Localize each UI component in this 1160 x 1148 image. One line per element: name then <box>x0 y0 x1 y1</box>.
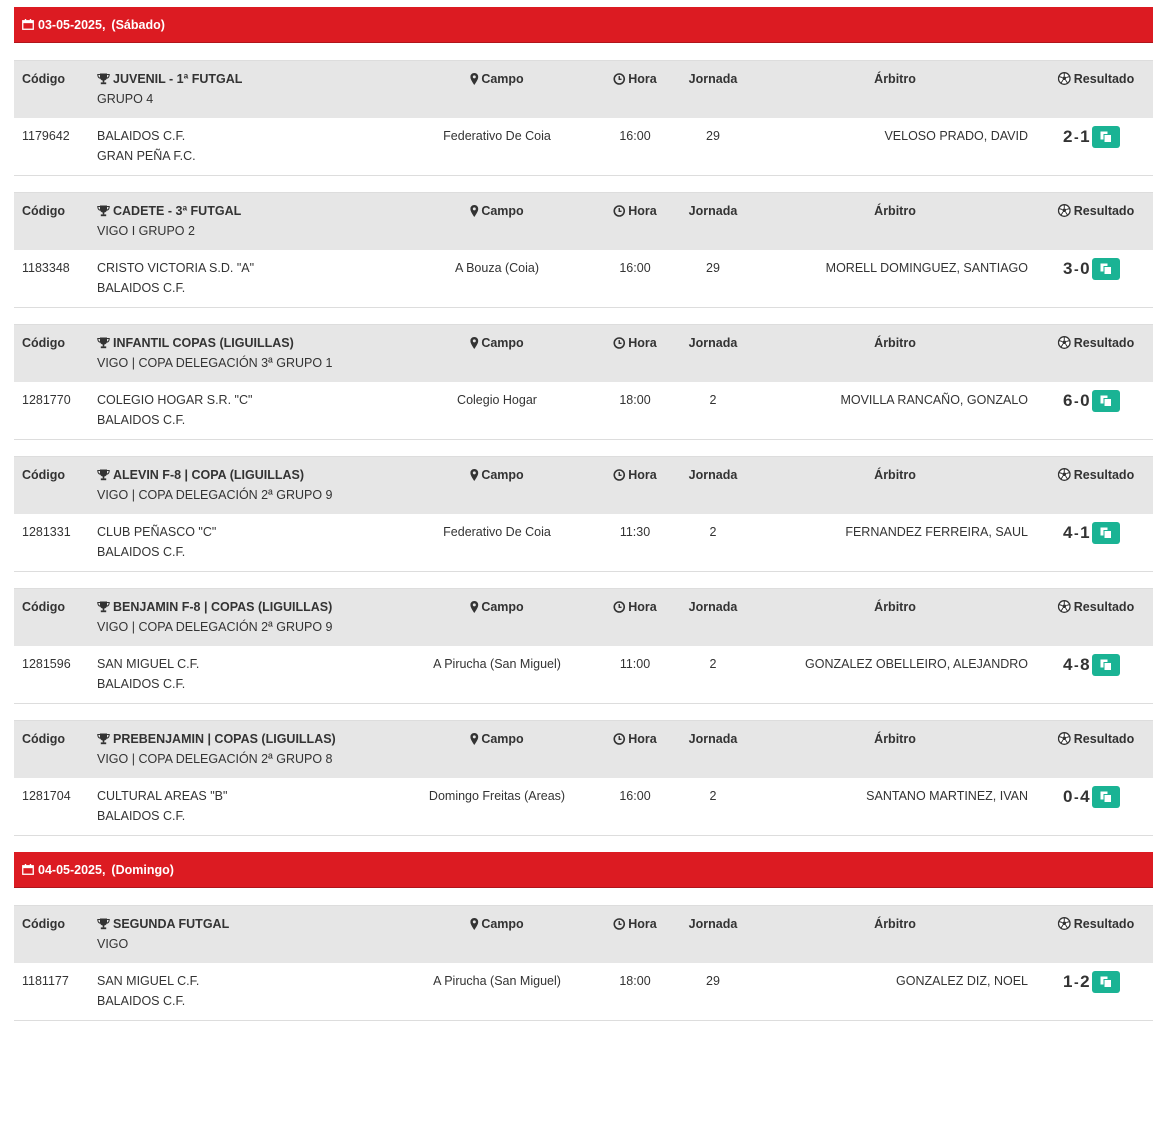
match-report-button[interactable] <box>1092 971 1120 993</box>
match-score: 4-8 <box>1063 655 1091 674</box>
match-referee: FERNANDEZ FERREIRA, SAUL <box>845 525 1028 539</box>
calendar-icon <box>22 19 34 30</box>
header-hora: Hora <box>613 336 656 350</box>
header-arbitro: Árbitro <box>874 468 916 482</box>
competition-group: VIGO | COPA DELEGACIÓN 2ª GRUPO 8 <box>97 752 333 766</box>
match-code: 1181177 <box>22 974 69 988</box>
competition-name: JUVENIL - 1ª FUTGAL <box>97 72 242 86</box>
match-field: Federativo De Coia <box>443 525 551 539</box>
header-arbitro: Árbitro <box>874 204 916 218</box>
header-codigo: Código <box>22 600 66 614</box>
match-row <box>14 118 1153 176</box>
clock-icon <box>613 918 625 930</box>
match-header-row <box>14 905 1153 963</box>
away-team: BALAIDOS C.F. <box>97 994 186 1008</box>
map-marker-icon <box>470 469 478 481</box>
match-result <box>1063 654 1120 676</box>
trophy-icon <box>97 469 110 481</box>
home-team: CULTURAL AREAS "B" <box>97 789 228 803</box>
home-team: CRISTO VICTORIA S.D. "A" <box>97 261 255 275</box>
match-time: 11:00 <box>619 657 651 671</box>
header-hora: Hora <box>613 917 656 931</box>
match-round: 2 <box>709 525 717 539</box>
match-time: 11:30 <box>619 525 651 539</box>
match-round: 29 <box>706 129 720 143</box>
map-marker-icon <box>470 205 478 217</box>
match-referee: GONZALEZ OBELLEIRO, ALEJANDRO <box>805 657 1028 671</box>
match-result <box>1063 971 1120 993</box>
match-time: 16:00 <box>619 789 651 803</box>
match-block <box>14 720 1153 836</box>
competition-group: VIGO | COPA DELEGACIÓN 2ª GRUPO 9 <box>97 488 333 502</box>
match-row <box>14 963 1153 1021</box>
soccer-ball-icon <box>1058 72 1071 85</box>
trophy-icon <box>97 205 110 217</box>
clock-icon <box>613 73 625 85</box>
header-campo: Campo <box>470 336 523 350</box>
match-referee: SANTANO MARTINEZ, IVAN <box>866 789 1028 803</box>
match-result <box>1063 522 1120 544</box>
soccer-ball-icon <box>1058 336 1071 349</box>
day-section <box>14 852 1153 1037</box>
map-marker-icon <box>470 73 478 85</box>
competition-group: VIGO <box>97 937 129 951</box>
header-resultado: Resultado <box>1058 732 1134 746</box>
header-jornada: Jornada <box>688 72 738 86</box>
header-resultado: Resultado <box>1058 468 1134 482</box>
match-field: Domingo Freitas (Areas) <box>428 789 566 803</box>
header-jornada: Jornada <box>688 204 738 218</box>
header-codigo: Código <box>22 72 66 86</box>
match-code: 1179642 <box>22 129 70 143</box>
away-team: BALAIDOS C.F. <box>97 413 186 427</box>
match-field: A Bouza (Coia) <box>454 261 540 275</box>
day-date: 03-05-2025, <box>38 17 106 32</box>
match-block <box>14 905 1153 1021</box>
away-team: BALAIDOS C.F. <box>97 281 186 295</box>
match-report-button[interactable] <box>1092 654 1120 676</box>
map-marker-icon <box>470 337 478 349</box>
clock-icon <box>613 601 625 613</box>
soccer-ball-icon <box>1058 600 1071 613</box>
match-header-row <box>14 192 1153 250</box>
trophy-icon <box>97 73 110 85</box>
match-round: 2 <box>709 393 717 407</box>
copy-icon <box>1100 395 1112 407</box>
clock-icon <box>613 733 625 745</box>
header-hora: Hora <box>613 600 656 614</box>
match-row <box>14 514 1153 572</box>
match-row <box>14 646 1153 704</box>
match-result <box>1063 390 1120 412</box>
match-result <box>1063 786 1120 808</box>
header-codigo: Código <box>22 336 66 350</box>
day-header <box>14 7 1153 43</box>
match-row <box>14 250 1153 308</box>
away-team: GRAN PEÑA F.C. <box>97 149 196 163</box>
match-score: 3-0 <box>1063 259 1091 278</box>
away-team: BALAIDOS C.F. <box>97 677 186 691</box>
match-row <box>14 778 1153 836</box>
match-code: 1183348 <box>22 261 70 275</box>
competition-name: BENJAMIN F-8 | COPAS (LIGUILLAS) <box>97 600 332 614</box>
competition-group: GRUPO 4 <box>97 92 154 106</box>
match-header-row <box>14 456 1153 514</box>
match-field: Colegio Hogar <box>457 393 537 407</box>
match-code: 1281770 <box>22 393 71 407</box>
match-report-button[interactable] <box>1092 390 1120 412</box>
home-team: BALAIDOS C.F. <box>97 129 186 143</box>
match-round: 29 <box>706 261 720 275</box>
match-result <box>1063 126 1120 148</box>
header-codigo: Código <box>22 732 66 746</box>
away-team: BALAIDOS C.F. <box>97 545 186 559</box>
match-time: 18:00 <box>619 393 651 407</box>
competition-group: VIGO | COPA DELEGACIÓN 2ª GRUPO 9 <box>97 620 333 634</box>
competition-name: ALEVIN F-8 | COPA (LIGUILLAS) <box>97 468 304 482</box>
home-team: COLEGIO HOGAR S.R. "C" <box>97 393 253 407</box>
match-report-button[interactable] <box>1092 522 1120 544</box>
header-arbitro: Árbitro <box>874 72 916 86</box>
match-block <box>14 324 1153 440</box>
match-score: 2-1 <box>1063 127 1091 146</box>
match-referee: MORELL DOMINGUEZ, SANTIAGO <box>825 261 1028 275</box>
match-block <box>14 60 1153 176</box>
match-row <box>14 382 1153 440</box>
home-team: SAN MIGUEL C.F. <box>97 974 200 988</box>
day-date: 04-05-2025, <box>38 862 106 877</box>
match-block <box>14 456 1153 572</box>
header-jornada: Jornada <box>688 600 738 614</box>
match-report-button[interactable] <box>1092 126 1120 148</box>
header-hora: Hora <box>613 204 656 218</box>
competition-name: PREBENJAMIN | COPAS (LIGUILLAS) <box>97 732 336 746</box>
copy-icon <box>1100 659 1112 671</box>
match-score: 0-4 <box>1063 787 1091 806</box>
header-campo: Campo <box>470 732 523 746</box>
match-referee: GONZALEZ DIZ, NOEL <box>896 974 1028 988</box>
match-round: 29 <box>706 974 720 988</box>
match-header-row <box>14 720 1153 778</box>
away-team: BALAIDOS C.F. <box>97 809 186 823</box>
match-time: 16:00 <box>619 261 651 275</box>
match-round: 2 <box>709 789 717 803</box>
match-score: 4-1 <box>1063 523 1091 542</box>
match-header-row <box>14 60 1153 118</box>
header-jornada: Jornada <box>688 732 738 746</box>
match-field: Federativo De Coia <box>443 129 551 143</box>
match-time: 16:00 <box>619 129 651 143</box>
trophy-icon <box>97 601 110 613</box>
header-campo: Campo <box>470 600 523 614</box>
match-block <box>14 588 1153 704</box>
calendar-icon <box>22 864 34 875</box>
header-campo: Campo <box>470 204 523 218</box>
competition-name: INFANTIL COPAS (LIGUILLAS) <box>97 336 294 350</box>
map-marker-icon <box>470 733 478 745</box>
day-header <box>14 852 1153 888</box>
match-code: 1281596 <box>22 657 71 671</box>
header-codigo: Código <box>22 204 66 218</box>
header-hora: Hora <box>613 72 656 86</box>
day-weekday: (Domingo) <box>111 862 174 877</box>
match-header-row <box>14 324 1153 382</box>
header-hora: Hora <box>613 468 656 482</box>
match-score: 1-2 <box>1063 972 1091 991</box>
clock-icon <box>613 469 625 481</box>
header-jornada: Jornada <box>688 917 738 931</box>
trophy-icon <box>97 733 110 745</box>
match-code: 1281331 <box>22 525 71 539</box>
header-campo: Campo <box>470 72 523 86</box>
header-campo: Campo <box>470 917 523 931</box>
day-section <box>14 7 1153 852</box>
trophy-icon <box>97 337 110 349</box>
header-resultado: Resultado <box>1058 336 1134 350</box>
match-score: 6-0 <box>1063 391 1091 410</box>
copy-icon <box>1100 976 1112 988</box>
match-block <box>14 192 1153 308</box>
clock-icon <box>613 205 625 217</box>
soccer-ball-icon <box>1058 204 1071 217</box>
copy-icon <box>1100 527 1112 539</box>
match-referee: MOVILLA RANCAÑO, GONZALO <box>840 393 1028 407</box>
header-jornada: Jornada <box>688 468 738 482</box>
match-report-button[interactable] <box>1092 786 1120 808</box>
match-header-row <box>14 588 1153 646</box>
map-marker-icon <box>470 918 478 930</box>
clock-icon <box>613 337 625 349</box>
copy-icon <box>1100 131 1112 143</box>
header-hora: Hora <box>613 732 656 746</box>
soccer-ball-icon <box>1058 732 1071 745</box>
header-codigo: Código <box>22 917 66 931</box>
soccer-ball-icon <box>1058 917 1071 930</box>
copy-icon <box>1100 263 1112 275</box>
header-campo: Campo <box>470 468 523 482</box>
match-referee: VELOSO PRADO, DAVID <box>884 129 1028 143</box>
header-resultado: Resultado <box>1058 204 1134 218</box>
trophy-icon <box>97 918 110 930</box>
competition-group: VIGO I GRUPO 2 <box>97 224 195 238</box>
header-resultado: Resultado <box>1058 600 1134 614</box>
match-time: 18:00 <box>619 974 651 988</box>
home-team: CLUB PEÑASCO "C" <box>97 525 217 539</box>
match-report-button[interactable] <box>1092 258 1120 280</box>
home-team: SAN MIGUEL C.F. <box>97 657 200 671</box>
header-resultado: Resultado <box>1058 72 1134 86</box>
header-arbitro: Árbitro <box>874 917 916 931</box>
header-arbitro: Árbitro <box>874 336 916 350</box>
match-code: 1281704 <box>22 789 71 803</box>
map-marker-icon <box>470 601 478 613</box>
match-field: A Pirucha (San Miguel) <box>433 974 561 988</box>
day-weekday: (Sábado) <box>111 17 165 32</box>
copy-icon <box>1100 791 1112 803</box>
header-arbitro: Árbitro <box>874 732 916 746</box>
match-result <box>1063 258 1120 280</box>
competition-name: CADETE - 3ª FUTGAL <box>97 204 241 218</box>
match-schedule <box>14 7 1153 1037</box>
competition-group: VIGO | COPA DELEGACIÓN 3ª GRUPO 1 <box>97 356 333 370</box>
header-arbitro: Árbitro <box>874 600 916 614</box>
competition-name: SEGUNDA FUTGAL <box>97 917 229 931</box>
header-jornada: Jornada <box>688 336 738 350</box>
match-field: A Pirucha (San Miguel) <box>433 657 561 671</box>
header-resultado: Resultado <box>1058 917 1134 931</box>
match-round: 2 <box>709 657 717 671</box>
soccer-ball-icon <box>1058 468 1071 481</box>
header-codigo: Código <box>22 468 66 482</box>
